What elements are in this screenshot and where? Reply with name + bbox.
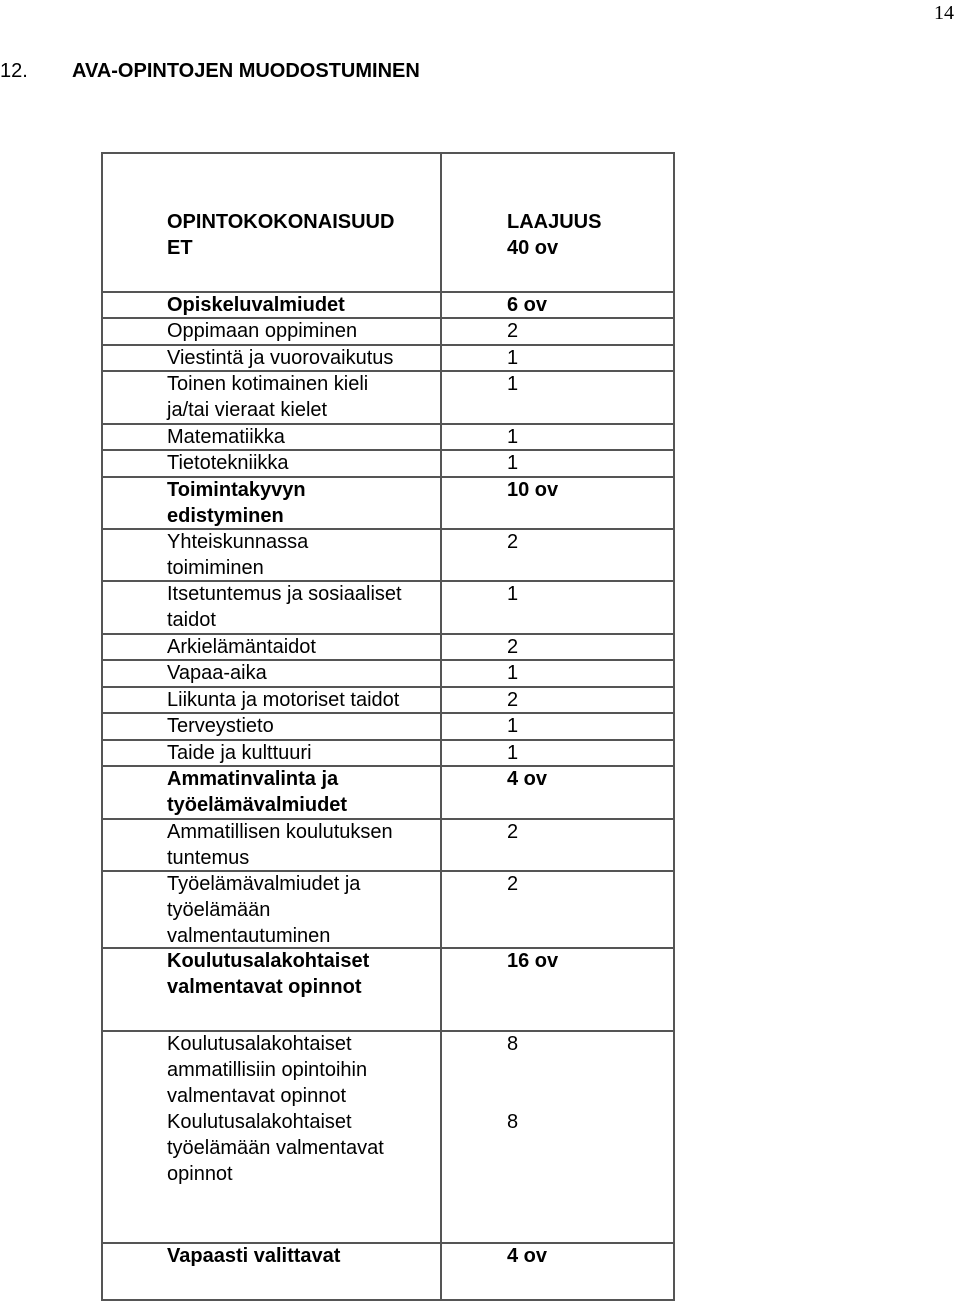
row-name xyxy=(167,477,306,529)
row-name xyxy=(167,1243,340,1269)
row-value: 2 xyxy=(507,320,519,342)
row-name xyxy=(167,948,369,1000)
row-value: 1 xyxy=(507,742,519,764)
row-name-line: Vapaasti valittavat xyxy=(167,1245,341,1267)
row-name-line: Tietotekniikka xyxy=(167,452,289,474)
row-name xyxy=(167,871,360,949)
row-value: 1 xyxy=(507,373,519,395)
row-name xyxy=(167,424,285,450)
row-name xyxy=(167,660,267,686)
row-name xyxy=(167,292,345,318)
row-name-line: valmentavat opinnot xyxy=(167,1085,347,1107)
section-heading xyxy=(0,60,420,83)
row-name-line: Työelämävalmiudet ja xyxy=(167,873,361,895)
row-name xyxy=(167,819,393,871)
row-value: 1 xyxy=(507,583,519,605)
row-name-line: Ammatillisen koulutuksen xyxy=(167,821,393,843)
row-name-line: Toimintakyvyn xyxy=(167,479,306,501)
row-name-line: ammatillisiin opintoihin xyxy=(167,1059,368,1081)
row-name xyxy=(167,581,402,633)
row-name xyxy=(167,450,289,476)
row-value: 2 xyxy=(507,531,519,553)
row-name xyxy=(167,318,357,344)
row-name-line: Koulutusalakohtaiset xyxy=(167,950,370,972)
row-name xyxy=(167,1031,367,1109)
row-value: 6 ov xyxy=(507,294,548,316)
row-name-line: Itsetuntemus ja sosiaaliset xyxy=(167,583,402,605)
row-name xyxy=(167,1109,384,1187)
row-value: 1 xyxy=(507,426,519,448)
row-name-line: opinnot xyxy=(167,1163,233,1185)
row-name-line: toimiminen xyxy=(167,557,264,579)
row-value: 1 xyxy=(507,715,519,737)
row-name-line: Terveystieto xyxy=(167,715,274,737)
row-value: 8 xyxy=(507,1111,519,1133)
row-name-line: Koulutusalakohtaiset xyxy=(167,1111,352,1133)
row-name-line: Ammatinvalinta ja xyxy=(167,768,339,790)
header-col1: OPINTOKOKONAISUUD ET xyxy=(167,211,395,259)
row-name-line: työelämään valmentavat xyxy=(167,1137,384,1159)
row-name-line: Oppimaan oppiminen xyxy=(167,320,358,342)
row-name-line: Viestintä ja vuorovaikutus xyxy=(167,347,394,369)
row-value: 1 xyxy=(507,662,519,684)
row-value: 8 xyxy=(507,1033,519,1055)
row-name-line: Taide ja kulttuuri xyxy=(167,742,312,764)
row-name-line: Yhteiskunnassa xyxy=(167,531,309,553)
row-value: 4 ov xyxy=(507,1245,548,1267)
row-name-line: ja/tai vieraat kielet xyxy=(167,399,328,421)
section-title: AVA-OPINTOJEN MUODOSTUMINEN xyxy=(72,60,420,82)
row-name-line: tuntemus xyxy=(167,847,250,869)
row-value: 1 xyxy=(507,347,519,369)
row-value: 16 ov xyxy=(507,950,559,972)
row-name-line: edistyminen xyxy=(167,505,284,527)
row-name-line: valmentavat opinnot xyxy=(167,976,362,998)
row-name-line: Toinen kotimainen kieli xyxy=(167,373,369,395)
row-name-line: valmentautuminen xyxy=(167,925,331,947)
row-name xyxy=(167,634,316,660)
column-divider xyxy=(440,152,442,1301)
row-name xyxy=(167,371,368,423)
row-value: 2 xyxy=(507,636,519,658)
row-name xyxy=(167,740,312,766)
row-name-line: Vapaa-aika xyxy=(167,662,267,684)
row-name xyxy=(167,766,347,818)
row-name xyxy=(167,529,308,581)
row-value: 4 ov xyxy=(507,768,548,790)
section-number: 12. xyxy=(0,60,28,82)
header-col2: LAAJUUS 40 ov xyxy=(507,211,602,259)
row-name-line: Matematiikka xyxy=(167,426,285,448)
row-name-line: työelämään xyxy=(167,899,271,921)
row-name-line: Opiskeluvalmiudet xyxy=(167,294,345,316)
page-number: 14 xyxy=(934,2,954,24)
row-value: 2 xyxy=(507,689,519,711)
row-value: 10 ov xyxy=(507,479,559,501)
row-name-line: Liikunta ja motoriset taidot xyxy=(167,689,400,711)
row-name-line: taidot xyxy=(167,609,216,631)
row-name xyxy=(167,345,393,371)
row-name-line: Arkielämäntaidot xyxy=(167,636,316,658)
row-name-line: työelämävalmiudet xyxy=(167,794,348,816)
row-name xyxy=(167,687,399,713)
row-value: 2 xyxy=(507,873,519,895)
row-name xyxy=(167,713,274,739)
row-name-line: Koulutusalakohtaiset xyxy=(167,1033,352,1055)
row-value: 2 xyxy=(507,821,519,843)
row-value: 1 xyxy=(507,452,519,474)
